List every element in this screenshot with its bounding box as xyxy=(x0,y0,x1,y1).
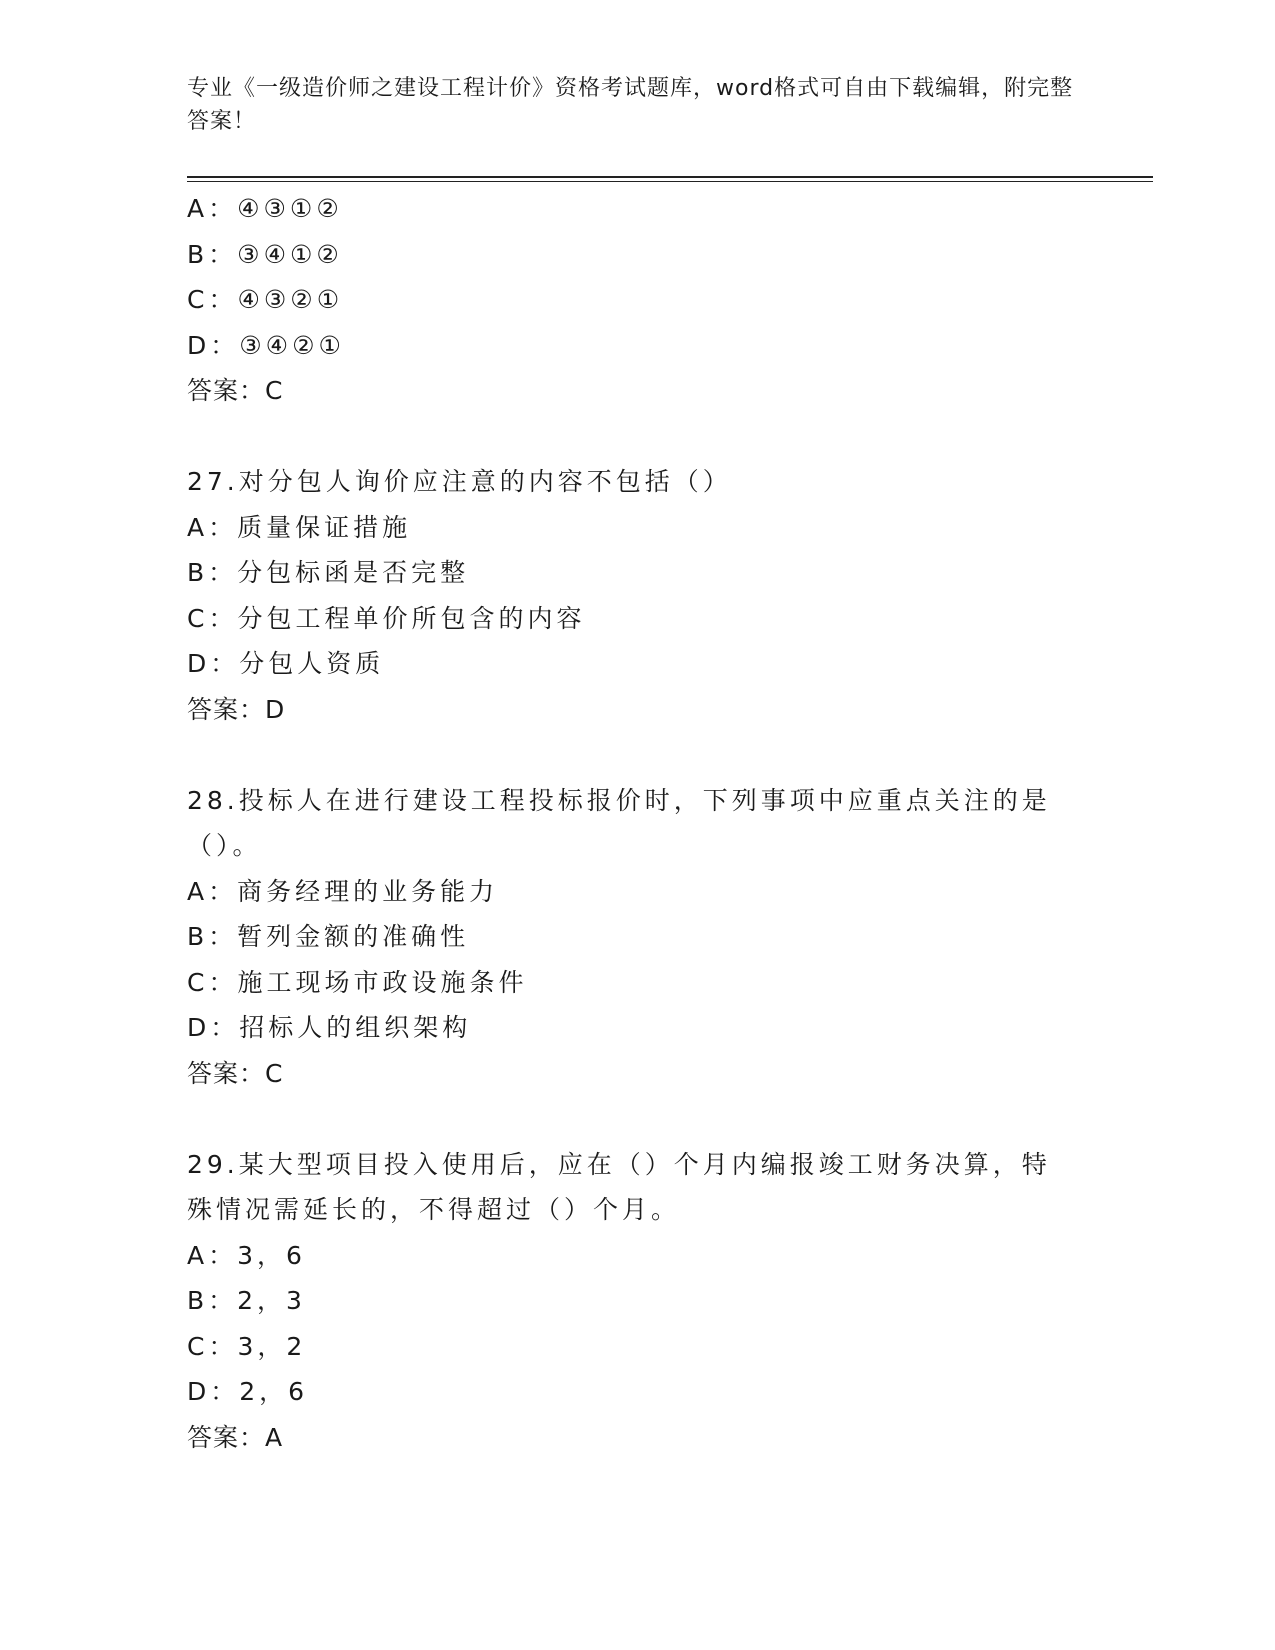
option-c: C：3，2 xyxy=(187,1331,307,1361)
document-header xyxy=(187,72,1087,138)
spacer xyxy=(187,732,1087,778)
answer-line: 答案：C xyxy=(187,376,284,405)
header-divider-thin xyxy=(187,181,1153,182)
spacer xyxy=(187,1096,1087,1142)
spacer xyxy=(187,414,1087,460)
option-c: C：施工现场市政设施条件 xyxy=(187,967,528,997)
question-list xyxy=(187,186,1087,1460)
question-text: 28.投标人在进行建设工程投标报价时，下列事项中应重点关注的是（）。 xyxy=(187,785,1051,860)
question-block-27 xyxy=(187,459,1087,732)
option-a: A：质量保证措施 xyxy=(187,512,412,542)
option-d: D：③④②① xyxy=(187,330,345,360)
option-d: D：招标人的组织架构 xyxy=(187,1013,472,1042)
question-block-29 xyxy=(187,1142,1087,1461)
answer-line: 答案：C xyxy=(187,1058,284,1088)
option-b: B：分包标函是否完整 xyxy=(187,558,470,587)
option-b: B：③④①② xyxy=(187,239,343,269)
option-d: D：分包人资质 xyxy=(187,649,385,678)
option-c: C：分包工程单价所包含的内容 xyxy=(187,603,586,633)
header-divider-thick xyxy=(187,176,1153,178)
option-d: D：2，6 xyxy=(187,1377,309,1406)
option-a: A：3，6 xyxy=(187,1240,306,1270)
answer-line: 答案：D xyxy=(187,694,286,724)
question-text: 27.对分包人询价应注意的内容不包括（） xyxy=(187,467,732,496)
question-text: 29.某大型项目投入使用后，应在（）个月内编报竣工财务决算，特殊情况需延长的，不得超过（）个月。 xyxy=(187,1149,1051,1224)
option-a: A：商务经理的业务能力 xyxy=(187,876,499,906)
option-b: B：暂列金额的准确性 xyxy=(187,922,470,951)
question-block-prev xyxy=(187,186,1087,414)
option-c: C：④③②① xyxy=(187,285,344,314)
question-block-28 xyxy=(187,778,1087,1097)
header-text: 专业《一级造价师之建设工程计价》资格考试题库，word格式可自由下载编辑，附完整答案！ xyxy=(187,76,1074,134)
option-b: B：2，3 xyxy=(187,1286,306,1315)
option-a: A：④③①② xyxy=(187,194,343,223)
answer-line: 答案：A xyxy=(187,1422,284,1452)
